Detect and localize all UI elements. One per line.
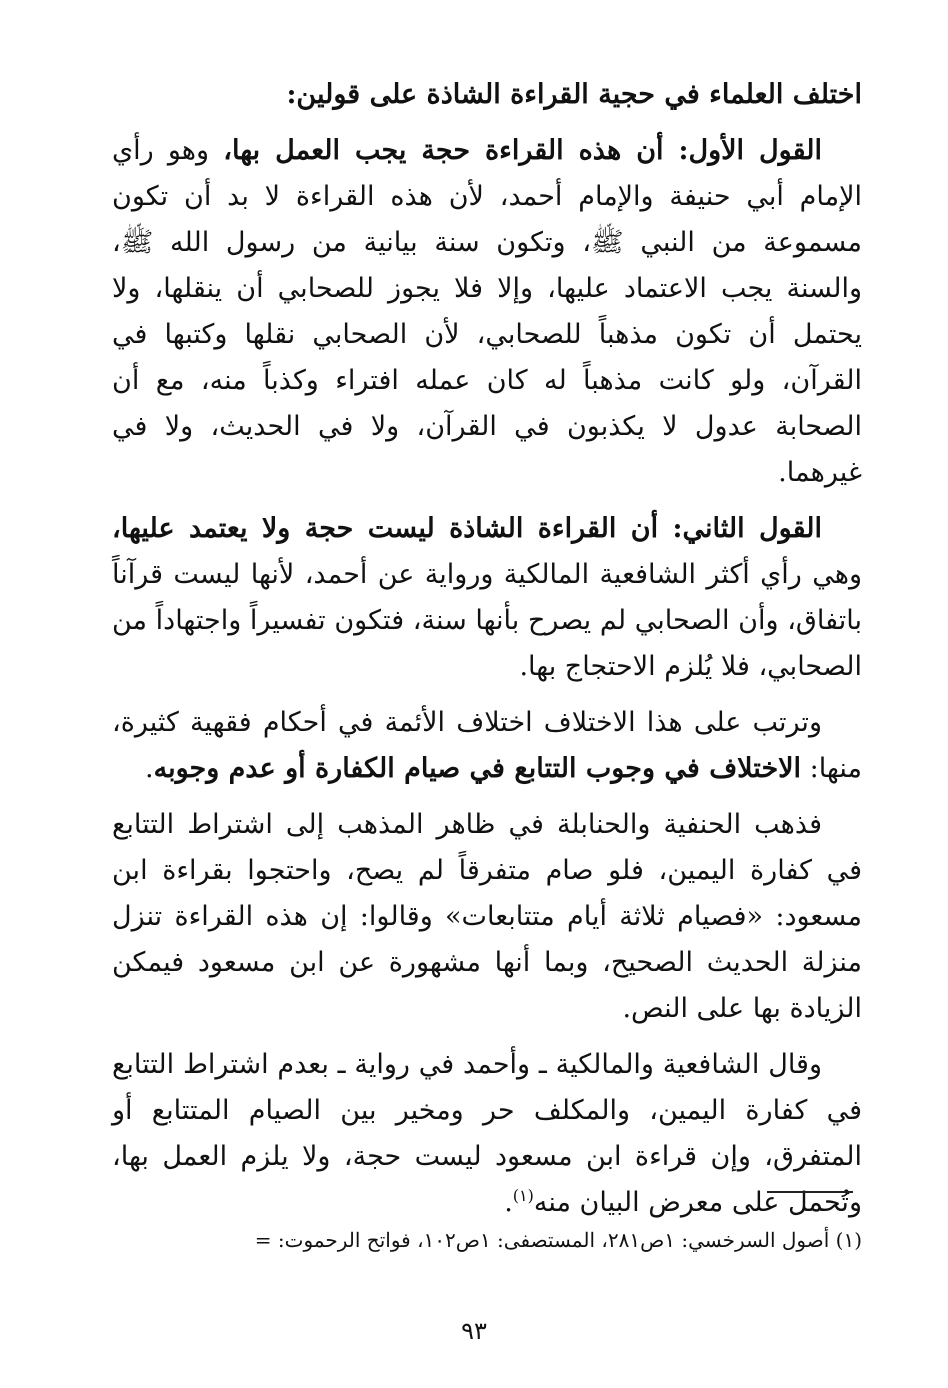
first-opinion-body: وهو رأي الإمام أبي حنيفة والإمام أحمد، لأن هذه القراءة لا بد أن تكون مسموعة من النبي ﷺ، وتكون سنة بيانية من رسول الله ﷺ، والسنة يجب الاعتماد عليها، وإلا فلا يجوز للصحابي أن ينقلها، ولا يحتمل أن تكون مذهباً للصحابي، لأن الصحابي نقلها وكتبها في القرآن، ولو كانت مذهباً له كان عمله افتراء وكذباً منه، مع أن الصحابة عدول لا يكذبون في القرآن، ولا في الحديث، ولا في غيرهما. <box>112 135 862 488</box>
footnote: (١) أصول السرخسي: ١ص٢٨١، المستصفى: ١ص١٠٢، فواتح الرحموت: = <box>254 1228 862 1252</box>
footnote-divider <box>767 1191 853 1193</box>
consequence-before: وترتب على هذا الاختلاف اختلاف الأئمة في أحكام فقهية كثيرة، منها: <box>112 707 862 784</box>
consequence-paragraph <box>112 700 862 792</box>
hanafi-hanbali-paragraph: فذهب الحنفية والحنابلة في ظاهر المذهب إلى اشتراط التتابع في كفارة اليمين، فلو صام متفرقاً لم يصح، واحتجوا بقراءة ابن مسعود: «فصيام ثلاثة أيام متتابعات» وقالوا: إن هذه القراءة تنزل منزلة الحديث الصحيح، وبما أنها مشهورة عن ابن مسعود فيمكن الزيادة بها على النص. <box>112 809 862 1024</box>
page-number: ٩٣ <box>461 1317 487 1345</box>
consequence-after: . <box>145 753 154 784</box>
consequence-emphasis: الاختلاف في وجوب التتابع في صيام الكفارة أو عدم وجوبه <box>153 753 802 784</box>
footnote-reference: (١) <box>512 1186 534 1205</box>
second-opinion-body: وهي رأي أكثر الشافعية المالكية ورواية عن أحمد، لأنها ليست قرآناً باتفاق، وأن الصحابي لم يصرح بأنها سنة، فتكون تفسيراً واجتهاداً من الصحابي، فلا يُلزم الاحتجاج بها. <box>112 559 862 682</box>
intro-heading: اختلف العلماء في حجية القراءة الشاذة على قولين: <box>286 79 862 110</box>
second-opinion-paragraph <box>112 506 862 690</box>
first-opinion-lead: القول الأول: أن هذه القراءة حجة يجب العمل بها، <box>223 135 822 166</box>
shafii-maliki-text: وقال الشافعية والمالكية ـ وأحمد في رواية ـ بعدم اشتراط التتابع في كفارة اليمين، والمكلف حر ومخير بين الصيام المتتابع أو المتفرق، وإن قراءة ابن مسعود ليست حجة، ولا يلزم العمل بها، وتُحمل على معرض البيان منه <box>112 1049 862 1218</box>
shafii-maliki-end: . <box>504 1187 513 1218</box>
second-opinion-lead: القول الثاني: أن القراءة الشاذة ليست حجة ولا يعتمد عليها، <box>112 513 822 544</box>
shafii-maliki-paragraph <box>112 1042 862 1226</box>
first-opinion-paragraph <box>112 128 862 496</box>
